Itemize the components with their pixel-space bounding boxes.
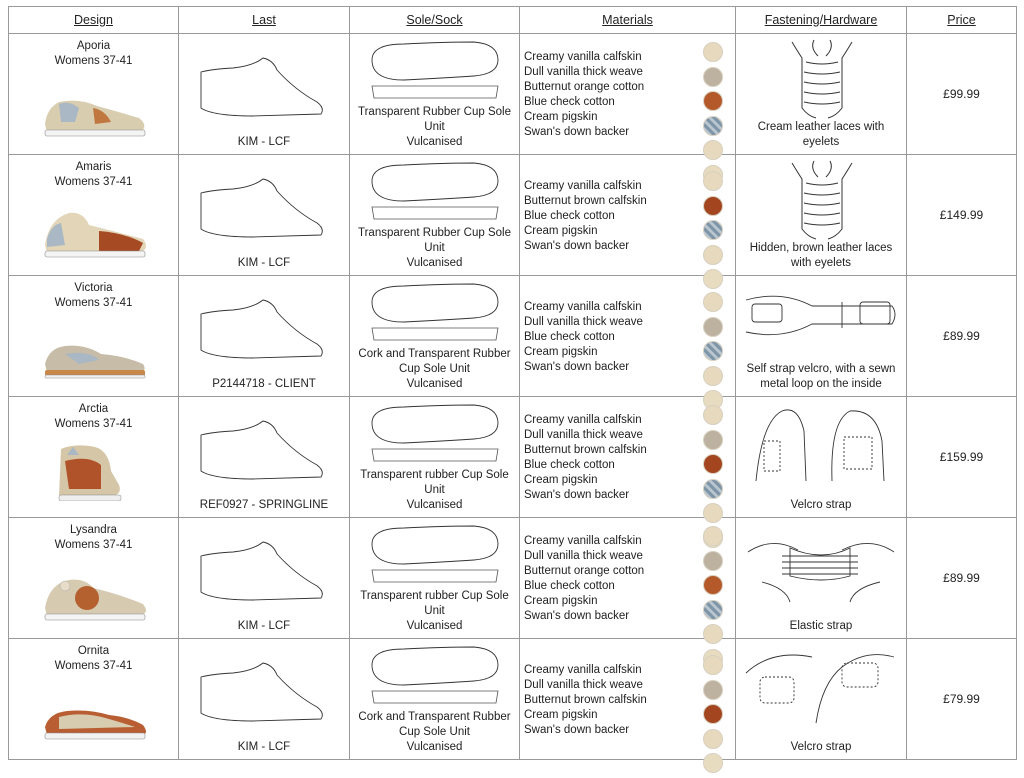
sole-label-line: Transparent rubber Cup Sole [360,469,509,481]
last-outline [193,534,333,614]
header-last: Last [179,7,350,34]
last-outline [193,413,333,493]
material-item: Dull vanilla thick weave [524,550,643,562]
materials-list [524,300,643,375]
fastening-label [738,362,904,392]
material-swatch [703,405,723,425]
material-item: Blue check cotton [524,331,615,343]
shoe-illustration [39,199,149,259]
shoe-illustration [39,78,149,138]
last-outline [193,171,333,251]
design-name: Victoria [74,282,113,294]
material-item: Swan's down backer [524,240,630,252]
fastening-label [738,241,904,271]
sole-label-line: Vulcanised [406,741,463,753]
material-swatch [703,196,723,216]
last-label: KIM - LCF [237,741,291,753]
fastening-sketch [742,643,900,725]
materials-cell [520,34,736,155]
fastening-sketch [742,522,900,604]
fastening-cell [736,397,907,518]
material-item: Cream pigskin [524,346,598,358]
material-swatch [703,42,723,62]
last-cell [179,34,350,155]
price-value: £89.99 [943,328,980,343]
sole-label [352,226,517,271]
table-row-ornita [9,639,1017,760]
fastening-cell [736,518,907,639]
material-swatch [703,479,723,499]
fastening-label-line: Hidden, brown leather laces [749,242,893,254]
header-row [9,7,1017,34]
fastening-label [738,740,904,755]
material-item: Swan's down backer [524,610,630,622]
last-cell [179,639,350,760]
material-swatch [703,220,723,240]
shoe-illustration [39,683,149,743]
price-value: £159.99 [939,449,984,464]
material-item: Butternut orange cotton [524,81,645,93]
design-cell [9,518,179,639]
fastening-cell [736,276,907,397]
fastening-label-line: Velcro strap [790,499,852,511]
sole-outline [364,522,504,592]
last-label: KIM - LCF [237,620,291,632]
sole-label-line: Cup Sole Unit [399,726,470,738]
fastening-label-line: Self strap velcro, with a sewn [746,363,896,375]
fastening-label-line: with eyelets [790,257,852,269]
last-cell [179,155,350,276]
materials-cell [520,155,736,276]
material-swatch [703,67,723,87]
fastening-label-line: metal loop on the inside [760,378,882,390]
material-item: Dull vanilla thick weave [524,316,643,328]
sole-cell [350,276,520,397]
sole-label-line: Vulcanised [406,378,463,390]
price-cell [907,155,1017,276]
sole-label-line: Vulcanised [406,136,463,148]
design-size: Womens 37-41 [54,297,133,309]
material-item: Swan's down backer [524,126,630,138]
material-swatch [703,341,723,361]
material-swatch [703,116,723,136]
fastening-sketch [742,280,900,362]
material-swatch [703,171,723,191]
design-cell [9,276,179,397]
fastening-label-line: eyelets [802,136,840,148]
material-swatch [703,704,723,724]
material-item: Creamy vanilla calfskin [524,414,642,426]
sole-outline [364,38,504,108]
price-value: £99.99 [943,86,980,101]
material-item: Swan's down backer [524,489,630,501]
design-cell [9,639,179,760]
material-swatch [703,600,723,620]
sole-label-line: Vulcanised [406,499,463,511]
material-item: Creamy vanilla calfskin [524,301,642,313]
last-label: P2144718 - CLIENT [212,378,316,390]
table-row-amaris [9,155,1017,276]
material-swatch [703,729,723,749]
table-row-arctia [9,397,1017,518]
last-outline [193,50,333,130]
sole-label-line: Cork and Transparent Rubber [358,711,511,723]
shoe-illustration [39,320,149,380]
sole-cell [350,155,520,276]
material-item: Cream pigskin [524,225,598,237]
sole-label-line: Unit [424,484,445,496]
material-item: Blue check cotton [524,96,615,108]
sole-label [352,589,517,634]
design-cell [9,397,179,518]
header-price: Price [907,7,1017,34]
materials-cell [520,518,736,639]
sole-label-line: Unit [424,121,445,133]
fastening-label [738,498,904,513]
material-swatch [703,680,723,700]
sole-cell [350,397,520,518]
swatch-column [703,655,725,778]
material-swatch [703,575,723,595]
shoe-illustration [39,562,149,622]
materials-cell [520,639,736,760]
design-name: Arctia [78,403,109,415]
material-swatch [703,551,723,571]
material-item: Butternut brown calfskin [524,195,647,207]
last-label: KIM - LCF [237,257,291,269]
fastening-cell [736,34,907,155]
fastening-label-line: Cream leather laces with [757,121,885,133]
price-value: £79.99 [943,691,980,706]
sole-outline [364,401,504,471]
design-size: Womens 37-41 [54,176,133,188]
sole-label [352,710,517,755]
fastening-cell [736,639,907,760]
last-outline [193,655,333,735]
last-outline [193,292,333,372]
last-label: REF0927 - SPRINGLINE [199,499,329,511]
material-swatch [703,292,723,312]
price-value: £89.99 [943,570,980,585]
sole-outline [364,159,504,229]
design-name: Ornita [77,645,110,657]
material-item: Dull vanilla thick weave [524,429,643,441]
material-item: Blue check cotton [524,580,615,592]
sole-label-line: Transparent rubber Cup Sole [360,590,509,602]
sole-cell [350,518,520,639]
sole-label-line: Vulcanised [406,620,463,632]
materials-list [524,413,647,503]
material-swatch [703,430,723,450]
fastening-label [738,619,904,634]
design-name: Aporia [76,40,111,52]
price-cell [907,276,1017,397]
material-item: Creamy vanilla calfskin [524,180,642,192]
design-name: Lysandra [70,524,117,536]
header-materials: Materials [520,7,736,34]
material-item: Creamy vanilla calfskin [524,664,642,676]
materials-cell [520,276,736,397]
material-item: Dull vanilla thick weave [524,679,643,691]
materials-list [524,534,644,624]
material-swatch [703,91,723,111]
fastening-label-line: Velcro strap [790,741,852,753]
table-row-aporia [9,34,1017,155]
sole-cell [350,639,520,760]
last-cell [179,276,350,397]
material-swatch [703,526,723,546]
fastening-sketch [742,401,900,483]
sole-label-line: Unit [424,242,445,254]
material-item: Butternut brown calfskin [524,444,647,456]
material-swatch [703,454,723,474]
last-cell [179,518,350,639]
shoe-illustration [39,441,149,501]
material-item: Dull vanilla thick weave [524,66,643,78]
material-item: Blue check cotton [524,459,615,471]
material-item: Cream pigskin [524,709,598,721]
sole-outline [364,643,504,713]
material-item: Cream pigskin [524,595,598,607]
sole-cell [350,34,520,155]
last-label: KIM - LCF [237,136,291,148]
last-cell [179,397,350,518]
fastening-label [738,120,904,150]
sole-label-line: Unit [424,605,445,617]
price-cell [907,639,1017,760]
sole-label-line: Transparent Rubber Cup Sole [358,227,511,239]
fastening-label-line: Elastic strap [789,620,853,632]
price-cell [907,397,1017,518]
price-value: £149.99 [939,207,984,222]
header-design: Design [9,7,179,34]
sole-label-line: Cork and Transparent Rubber [358,348,511,360]
design-cell [9,155,179,276]
header-fastening: Fastening/Hardware [736,7,907,34]
material-item: Creamy vanilla calfskin [524,51,642,63]
sole-label [352,105,517,150]
material-item: Butternut brown calfskin [524,694,647,706]
material-item: Creamy vanilla calfskin [524,535,642,547]
material-swatch [703,753,723,773]
price-cell [907,34,1017,155]
design-size: Womens 37-41 [54,660,133,672]
sole-label-line: Cup Sole Unit [399,363,470,375]
material-item: Swan's down backer [524,724,630,736]
sole-label-line: Vulcanised [406,257,463,269]
design-cell [9,34,179,155]
material-item: Swan's down backer [524,361,630,373]
sole-label-line: Transparent Rubber Cup Sole [358,106,511,118]
material-item: Cream pigskin [524,111,598,123]
header-sole: Sole/Sock [350,7,520,34]
material-item: Cream pigskin [524,474,598,486]
sole-label [352,347,517,392]
spec-sheet [8,6,1016,760]
material-swatch [703,317,723,337]
materials-cell [520,397,736,518]
design-size: Womens 37-41 [54,418,133,430]
material-swatch [703,655,723,675]
table-row-victoria [9,276,1017,397]
materials-list [524,50,644,140]
fastening-sketch [742,38,900,120]
fastening-sketch [742,159,900,241]
materials-list [524,663,647,738]
spec-table [8,6,1017,760]
design-size: Womens 37-41 [54,539,133,551]
material-swatch [703,366,723,386]
material-item: Butternut orange cotton [524,565,645,577]
materials-list [524,179,647,254]
sole-label [352,468,517,513]
material-item: Blue check cotton [524,210,615,222]
fastening-cell [736,155,907,276]
price-cell [907,518,1017,639]
design-name: Amaris [75,161,112,173]
design-size: Womens 37-41 [54,55,133,67]
material-swatch [703,245,723,265]
sole-outline [364,280,504,350]
table-row-lysandra [9,518,1017,639]
